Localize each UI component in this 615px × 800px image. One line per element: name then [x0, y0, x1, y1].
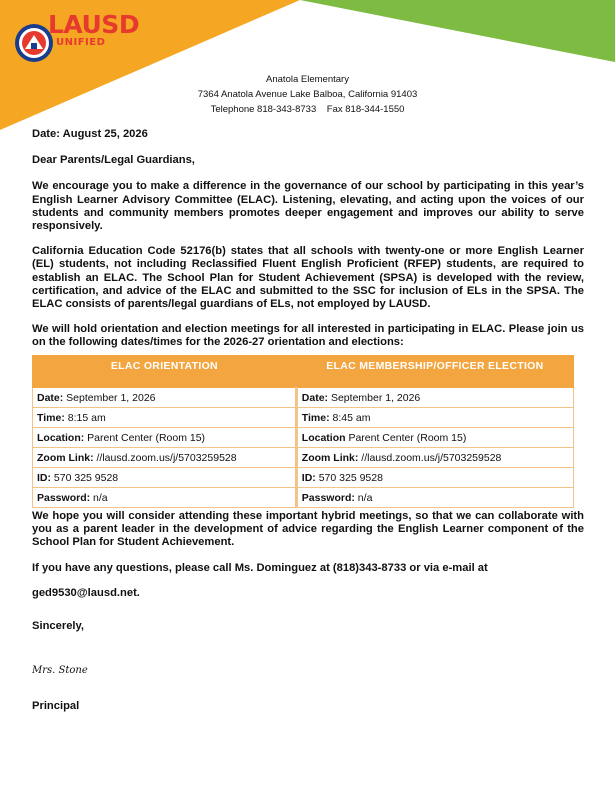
- table-cell: Time: 8:45 am: [296, 408, 573, 428]
- table-cell: Location Parent Center (Room 15): [296, 428, 573, 448]
- table-cell: Date: September 1, 2026: [33, 388, 297, 408]
- table-cell: Password: n/a: [296, 488, 573, 508]
- school-contact: Telephone 818-343-8733 Fax 818-344-1550: [210, 104, 405, 115]
- meetings-table: [32, 355, 574, 508]
- paragraph-4: We hope you will consider attending these important hybrid meetings, so that we can collaborate with you as a parent leader in the development of advice regarding the English Learner component of the School Plan for Student Achievement.: [32, 510, 584, 549]
- table-row: [33, 468, 574, 488]
- letter-date: Date: August 25, 2026: [32, 128, 148, 140]
- paragraph-1: We encourage you to make a difference in the governance of our school by participating in this year’s English Learner Advisory Committee (ELAC). Listening, elevating, and acting upon the voices of our students and community members promotes deeper engagement and improves our ability to serve responsively.: [32, 180, 584, 233]
- principal-title: Principal: [32, 700, 80, 713]
- table-cell: ID: 570 325 9528: [33, 468, 297, 488]
- table-cell: Date: September 1, 2026: [296, 388, 573, 408]
- table-cell: Time: 8:15 am: [33, 408, 297, 428]
- paragraph-5: If you have any questions, please call Ms. Dominguez at (818)343-8733 or via e-mail at: [32, 561, 488, 574]
- principal-signature: Mrs. Stone: [32, 665, 88, 677]
- column-header-election: ELAC MEMBERSHIP/OFFICER ELECTION: [296, 356, 573, 388]
- paragraph-2: California Education Code 52176(b) states that all schools with twenty-one or more English Learner (EL) students, not including Reclassified Fluent English Proficient (RFEP) students, are required to establish an ELAC. The School Plan for Student Achievement (SPSA) is developed with the review, certification, and advice of the ELAC and submitted to the SSC for inclusion of ELs in the SPSA. The ELAC consists of parents/legal guardians of ELs, not employed by LAUSD.: [32, 245, 584, 311]
- letter-body-bottom: [32, 510, 584, 713]
- table-row: [33, 408, 574, 428]
- table-header-row: [33, 356, 574, 388]
- contact-email[interactable]: ged9530@lausd.net.: [32, 586, 140, 599]
- school-address: 7364 Anatola Avenue Lake Balboa, California 91403: [197, 89, 418, 100]
- table-row: [33, 428, 574, 448]
- letter-closing: Sincerely,: [32, 620, 85, 633]
- logo-text: LAUSD: [48, 10, 140, 39]
- logo-subtext: UNIFIED: [56, 37, 106, 48]
- zoom-link[interactable]: //lausd.zoom.us/j/5703259528: [358, 451, 502, 464]
- table-row: [33, 388, 574, 408]
- school-letterhead: [0, 72, 615, 117]
- green-corner-shape: [300, 0, 615, 62]
- school-name: Anatola Elementary: [266, 74, 349, 85]
- table-cell: Zoom Link: //lausd.zoom.us/j/5703259528: [296, 448, 573, 468]
- table-cell: ID: 570 325 9528: [296, 468, 573, 488]
- table-row: [33, 488, 574, 508]
- zoom-link[interactable]: //lausd.zoom.us/j/5703259528: [93, 451, 237, 464]
- table-cell: Zoom Link: //lausd.zoom.us/j/5703259528: [33, 448, 297, 468]
- paragraph-3: We will hold orientation and election meetings for all interested in participating in ELAC. Please join us on the following dates/times for the 2026-27 orientation and elections:: [32, 323, 584, 349]
- letter-body-top: [32, 128, 584, 350]
- table-row: [33, 448, 574, 468]
- column-header-orientation: ELAC ORIENTATION: [33, 356, 297, 388]
- table-cell: Location: Parent Center (Room 15): [33, 428, 297, 448]
- table-cell: Password: n/a: [33, 488, 297, 508]
- letter-salutation: Dear Parents/Legal Guardians,: [32, 154, 195, 167]
